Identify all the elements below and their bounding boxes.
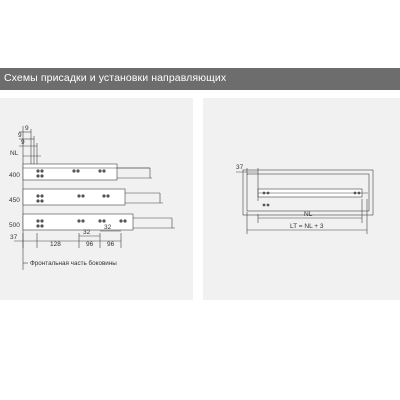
dim-9-top: 9: [25, 125, 29, 132]
length-400: 400: [9, 172, 20, 179]
dim-9-middle: 9: [18, 132, 22, 139]
dim-128: 128: [50, 241, 61, 248]
nl-label: NL: [10, 150, 19, 157]
dim-96-b: 96: [107, 241, 115, 248]
section-header-bar: [0, 68, 400, 90]
dim-32-a: 32: [83, 229, 91, 236]
dim-37-right: 37: [236, 164, 244, 171]
dim-96-a: 96: [86, 241, 94, 248]
drilling-scheme-diagram: [0, 98, 193, 300]
lt-formula-label: LT = NL + 3: [290, 223, 324, 230]
installation-scheme-panel: [203, 98, 400, 300]
length-500: 500: [9, 222, 20, 229]
dim-37: 37: [10, 234, 18, 241]
dim-9-bottom: 9: [21, 139, 25, 146]
length-450: 450: [9, 197, 20, 204]
dim-32-b: 32: [104, 224, 112, 231]
installation-scheme-diagram: [203, 98, 400, 300]
side-front-caption: Фронтальная часть боковины: [30, 260, 117, 267]
drilling-scheme-panel: [0, 98, 193, 300]
nl-label-right: NL: [304, 211, 313, 218]
section-title: Схемы присадки и установки направляющих: [4, 72, 227, 84]
